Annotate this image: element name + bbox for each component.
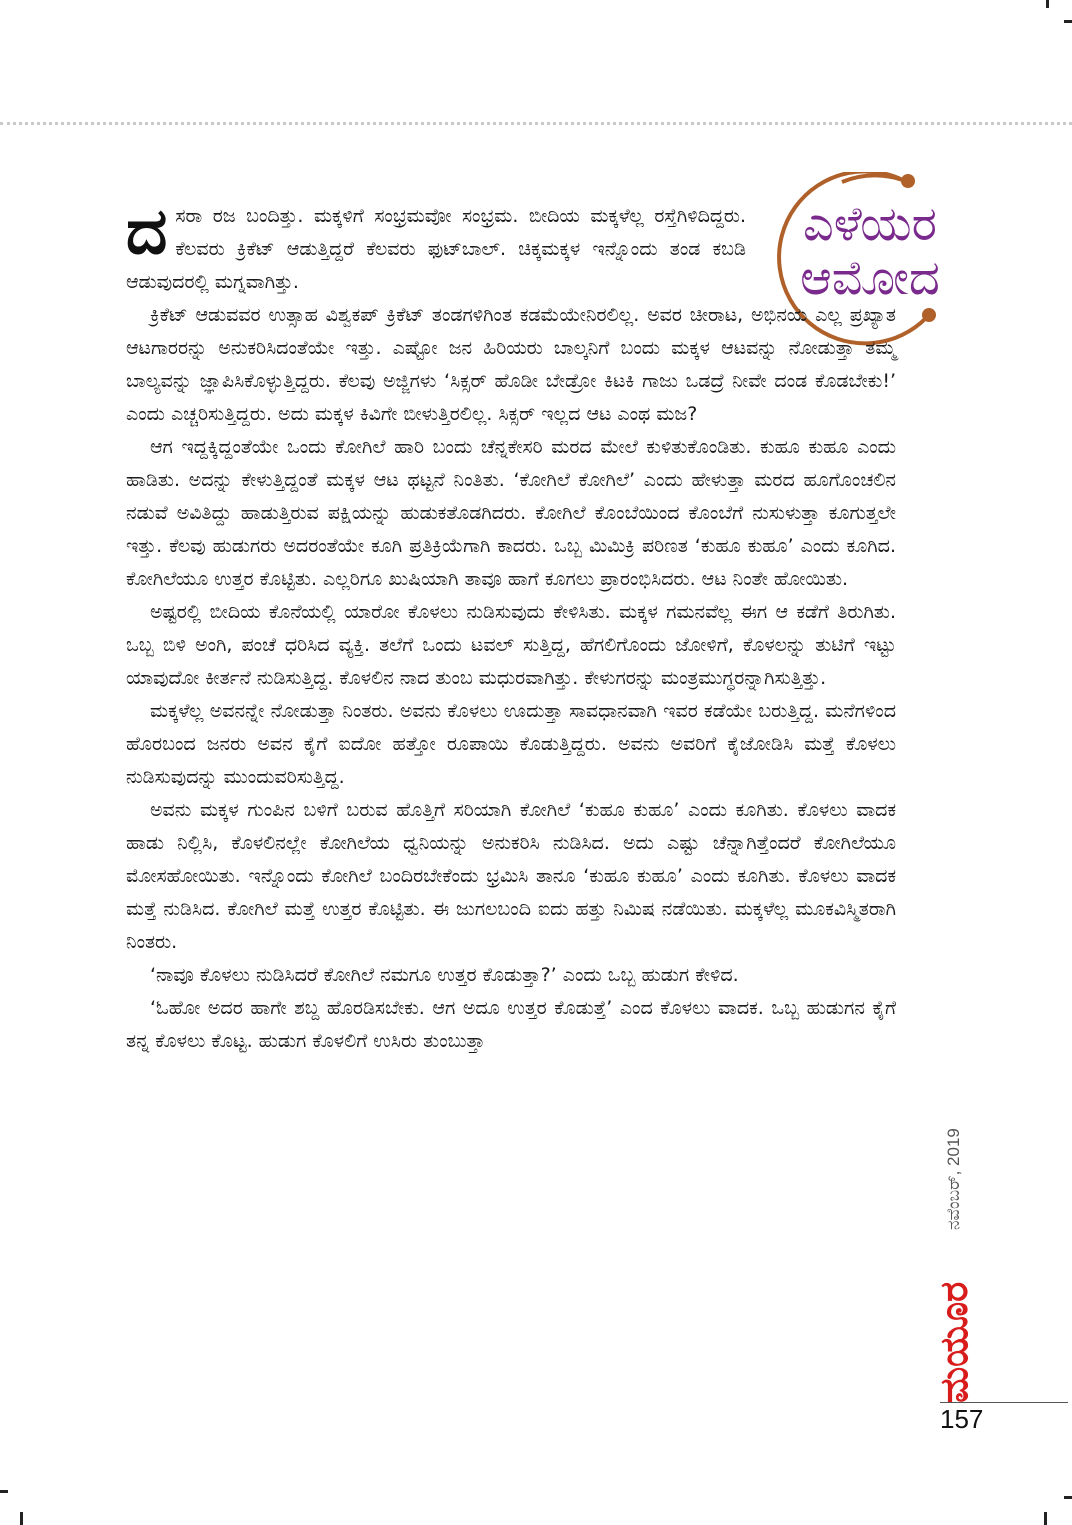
magazine-name: ಮಯೂರ [932, 1281, 976, 1403]
paragraph-4: ಅಷ್ಟರಲ್ಲಿ ಬೀದಿಯ ಕೊನೆಯಲ್ಲಿ ಯಾರೋ ಕೊಳಲು ನುಡಿಸುವುದು ಕೇಳಿಸಿತು. ಮಕ್ಕಳ ಗಮನವೆಲ್ಲ ಈಗ ಆ ಕಡೆಗೆ ತಿರುಗಿತು. ಒಬ್ಬ ಬಿಳಿ ಅಂಗಿ, ಪಂಚೆ ಧರಿಸಿದ ವ್ಯಕ್ತಿ. ತಲೆಗೆ ಒಂದು ಟವಲ್ ಸುತ್ತಿದ್ದ, ಹೆಗಲಿಗೊಂದು ಜೋಳಿಗೆ, ಕೊಳಲನ್ನು ತುಟಿಗೆ ಇಟ್ಟು ಯಾವುದೋ ಕೀರ್ತನೆ ನುಡಿಸುತ್ತಿದ್ದ. ಕೊಳಲಿನ ನಾದ ತುಂಬ ಮಧುರವಾಗಿತ್ತು. ಕೇಳುಗರನ್ನು ಮಂತ್ರಮುಗ್ಧರನ್ನಾಗಿಸುತ್ತಿತ್ತು. [126, 601, 896, 689]
magazine-brand [932, 1255, 976, 1405]
footer-rule [940, 1402, 1068, 1403]
page-number: 157 [940, 1404, 984, 1434]
crop-mark [1044, 1512, 1047, 1525]
paragraph-3: ಆಗ ಇದ್ದಕ್ಕಿದ್ದಂತೆಯೇ ಒಂದು ಕೋಗಿಲೆ ಹಾರಿ ಬಂದು ಚೆನ್ನಕೇಸರಿ ಮರದ ಮೇಲೆ ಕುಳಿತುಕೊಂಡಿತು. ಕುಹೂ ಕುಹೂ ಎಂದು ಹಾಡಿತು. ಅದನ್ನು ಕೇಳುತ್ತಿದ್ದಂತೆ ಮಕ್ಕಳ ಆಟ ಥಟ್ಟನೆ ನಿಂತಿತು. ‘ಕೋಗಿಲೆ ಕೋಗಿಲೆ’ ಎಂದು ಹೇಳುತ್ತಾ ಮರದ ಹೂಗೊಂಚಲಿನ ನಡುವೆ ಅವಿತಿದ್ದು ಹಾಡುತ್ತಿರುವ ಪಕ್ಷಿಯನ್ನು ಹುಡುಕತೊಡಗಿದರು. ಕೋಗಿಲೆ ಕೊಂಬೆಯಿಂದ ಕೊಂಬೆಗೆ ನುಸುಳುತ್ತಾ ಕೂಗುತ್ತಲೇ ಇತ್ತು. ಕೆಲವು ಹುಡುಗರು ಅದರಂತೆಯೇ ಕೂಗಿ ಪ್ರತಿಕ್ರಿಯೆಗಾಗಿ ಕಾದರು. ಒಬ್ಬ ಮಿಮಿಕ್ರಿ ಪರಿಣತ ‘ಕುಹೂ ಕುಹೂ’ ಎಂದು ಕೂಗಿದ. ಕೋಗಿಲೆಯೂ ಉತ್ತರ ಕೊಟ್ಟಿತು. ಎಲ್ಲರಿಗೂ ಖುಷಿಯಾಗಿ ತಾವೂ ಹಾಗೆ ಕೂಗಲು ಪ್ರಾರಂಭಿಸಿದರು. ಆಟ ನಿಂತೇ ಹೋಯಿತು. [126, 436, 896, 590]
drop-cap: ದ [126, 195, 168, 269]
header-dotted-rule [0, 122, 1072, 125]
crop-mark [20, 1512, 23, 1525]
logo-line2: ಆಮೋದ [800, 250, 940, 306]
crop-mark [0, 1490, 8, 1493]
paragraph-1-text: ಸರಾ ರಜ ಬಂದಿತ್ತು. ಮಕ್ಕಳಿಗೆ ಸಂಭ್ರಮವೋ ಸಂಭ್ರಮ. ಬೀದಿಯ ಮಕ್ಕಳೆಲ್ಲ ರಸ್ತೆಗಿಳಿದಿದ್ದರು. ಕೆಲವರು ಕ್ರಿಕೆಟ್ ಆಡುತ್ತಿದ್ದರೆ ಕೆಲವರು ಫುಟ್‌ಬಾಲ್. ಚಿಕ್ಕಮಕ್ಕಳ ಇನ್ನೊಂದು ತಂಡ ಕಬಡಿ ಆಡುವುದರಲ್ಲಿ ಮಗ್ನವಾಗಿತ್ತು. [126, 205, 746, 293]
crop-mark [1064, 20, 1072, 23]
crop-mark [1064, 1496, 1072, 1499]
logo-line1: ಎಳೆಯರ [802, 196, 938, 252]
paragraph-7: ‘ನಾವೂ ಕೊಳಲು ನುಡಿಸಿದರೆ ಕೋಗಿಲೆ ನಮಗೂ ಉತ್ತರ ಕೊಡುತ್ತಾ?’ ಎಂದು ಒಬ್ಬ ಹುಡುಗ ಕೇಳಿದ. [150, 964, 739, 986]
article-body [126, 195, 896, 1058]
crop-mark [1046, 0, 1049, 8]
paragraph-8: ‘ಓಹೋ ಅದರ ಹಾಗೇ ಶಬ್ದ ಹೊರಡಿಸಬೇಕು. ಆಗ ಅದೂ ಉತ್ತರ ಕೊಡುತ್ತೆ’ ಎಂದ ಕೊಳಲು ವಾದಕ. ಒಬ್ಬ ಹುಡುಗನ ಕೈಗೆ ತನ್ನ ಕೊಳಲು ಕೊಟ್ಟ. ಹುಡುಗ ಕೊಳಲಿಗೆ ಉಸಿರು ತುಂಬುತ್ತಾ [126, 997, 896, 1052]
paragraph-2: ಕ್ರಿಕೆಟ್ ಆಡುವವರ ಉತ್ಸಾಹ ವಿಶ್ವಕಪ್ ಕ್ರಿಕೆಟ್ ತಂಡಗಳಿಗಿಂತ ಕಡಮೆಯೇನಿರಲಿಲ್ಲ. ಅವರ ಚೀರಾಟ, ಅಭಿನಯ ಎಲ್ಲ ಪ್ರಖ್ಯಾತ ಆಟಗಾರರನ್ನು ಅನುಕರಿಸಿದಂತೆಯೇ ಇತ್ತು. ಎಷ್ಟೋ ಜನ ಹಿರಿಯರು ಬಾಲ್ಕನಿಗೆ ಬಂದು ಮಕ್ಕಳ ಆಟವನ್ನು ನೋಡುತ್ತಾ ತಮ್ಮ ಬಾಲ್ಯವನ್ನು ಜ್ಞಾಪಿಸಿಕೊಳ್ಳುತ್ತಿದ್ದರು. ಕೆಲವು ಅಜ್ಜಿಗಳು ‘ಸಿಕ್ಸರ್ ಹೊಡೀ ಬೇಡ್ರೋ ಕಿಟಕಿ ಗಾಜು ಒಡದ್ರೆ ನೀವೇ ದಂಡ ಕೊಡಬೇಕು!’ ಎಂದು ಎಚ್ಚರಿಸುತ್ತಿದ್ದರು. ಅದು ಮಕ್ಕಳ ಕಿವಿಗೇ ಬೀಳುತ್ತಿರಲಿಲ್ಲ. ಸಿಕ್ಸರ್ ಇಲ್ಲದ ಆಟ ಎಂಥ ಮಜ? [126, 304, 896, 425]
paragraph-6: ಅವನು ಮಕ್ಕಳ ಗುಂಪಿನ ಬಳಿಗೆ ಬರುವ ಹೊತ್ತಿಗೆ ಸರಿಯಾಗಿ ಕೋಗಿಲೆ ‘ಕುಹೂ ಕುಹೂ’ ಎಂದು ಕೂಗಿತು. ಕೊಳಲು ವಾದಕ ಹಾಡು ನಿಲ್ಲಿಸಿ, ಕೊಳಲಿನಲ್ಲೇ ಕೋಗಿಲೆಯ ಧ್ವನಿಯನ್ನು ಅನುಕರಿಸಿ ನುಡಿಸಿದ. ಅದು ಎಷ್ಟು ಚೆನ್ನಾಗಿತ್ತೆಂದರೆ ಕೋಗಿಲೆಯೂ ಮೋಸಹೋಯಿತು. ಇನ್ನೊಂದು ಕೋಗಿಲೆ ಬಂದಿರಬೇಕೆಂದು ಭ್ರಮಿಸಿ ತಾನೂ ‘ಕುಹೂ ಕುಹೂ’ ಎಂದು ಕೂಗಿತು. ಕೊಳಲು ವಾದಕ ಮತ್ತೆ ನುಡಿಸಿದ. ಕೋಗಿಲೆ ಮತ್ತೆ ಉತ್ತರ ಕೊಟ್ಟಿತು. ಈ ಜುಗಲಬಂದಿ ಐದು ಹತ್ತು ನಿಮಿಷ ನಡೆಯಿತು. ಮಕ್ಕಳೆಲ್ಲ ಮೂಕವಿಸ್ಮಿತರಾಗಿ ನಿಂತರು. [126, 799, 896, 953]
paragraph-1 [126, 195, 896, 299]
issue-date-text: ನವೆಂಬರ್, 2019 [944, 1128, 963, 1230]
paragraph-5: ಮಕ್ಕಳೆಲ್ಲ ಅವನನ್ನೇ ನೋಡುತ್ತಾ ನಿಂತರು. ಅವನು ಕೊಳಲು ಊದುತ್ತಾ ಸಾವಧಾನವಾಗಿ ಇವರ ಕಡೆಯೇ ಬರುತ್ತಿದ್ದ. ಮನೆಗಳಿಂದ ಹೊರಬಂದ ಜನರು ಅವನ ಕೈಗೆ ಐದೋ ಹತ್ತೋ ರೂಪಾಯಿ ಕೊಡುತ್ತಿದ್ದರು. ಅವನು ಅವರಿಗೆ ಕೈಜೋಡಿಸಿ ಮತ್ತೆ ಕೊಳಲು ನುಡಿಸುವುದನ್ನು ಮುಂದುವರಿಸುತ್ತಿದ್ದ. [126, 700, 896, 788]
